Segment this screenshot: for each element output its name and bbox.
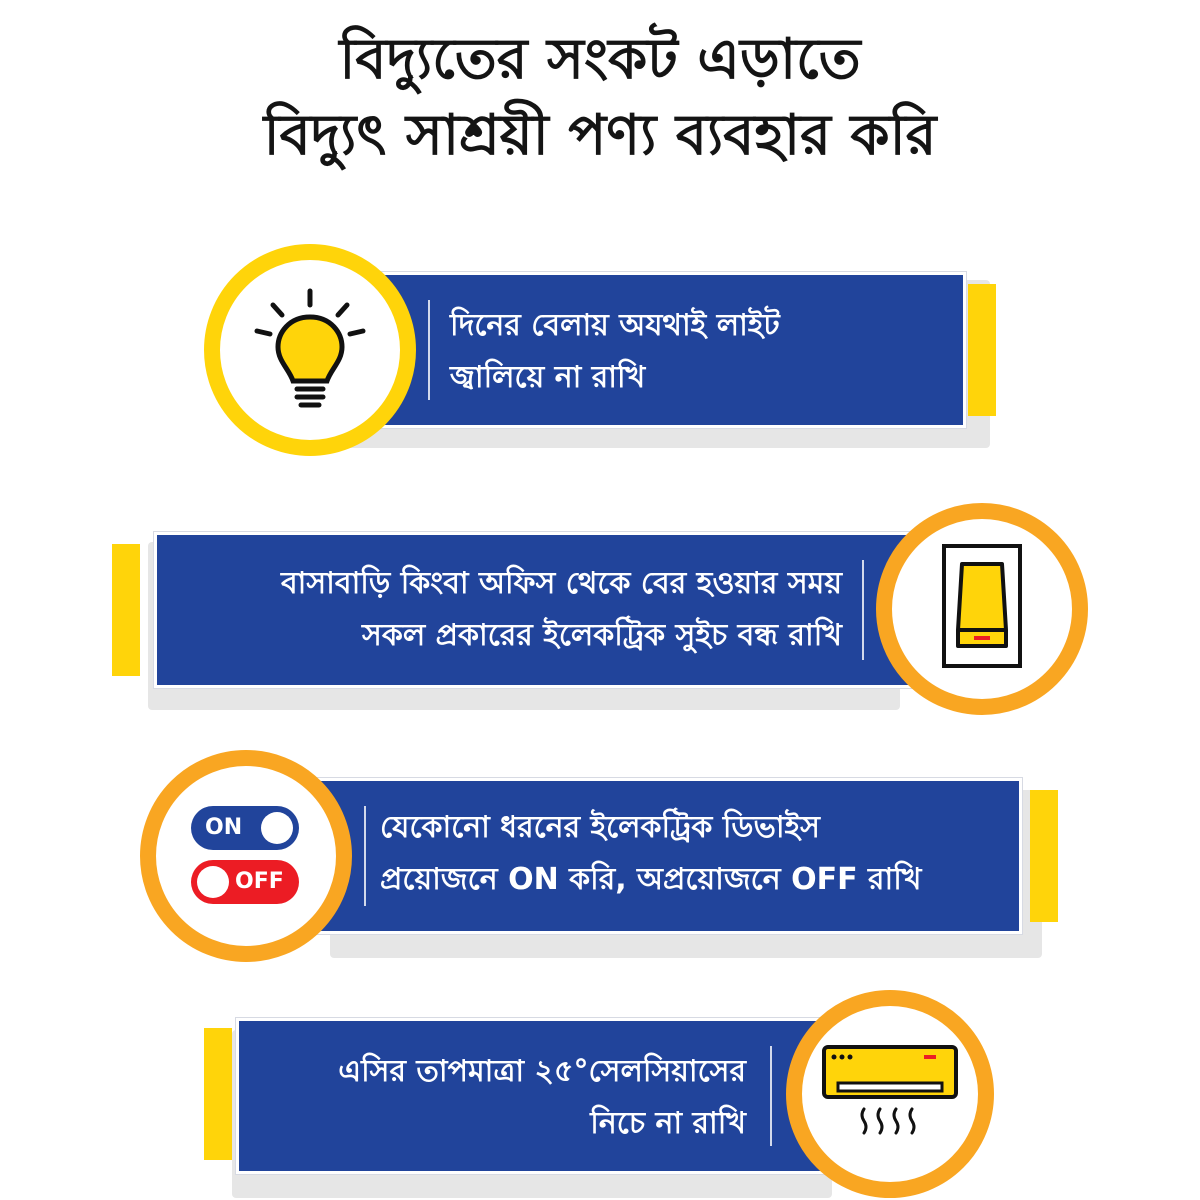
on-toggle — [191, 806, 299, 850]
on-off-toggle-icon — [191, 806, 301, 906]
tip-line-1: যেকোনো ধরনের ইলেকট্রিক ডিভাইস — [380, 810, 820, 845]
page-title — [0, 22, 1200, 174]
icon-circle — [204, 244, 416, 456]
tip-line-1: এসির তাপমাত্রা ২৫°সেলসিয়াসের — [338, 1054, 746, 1089]
banner-accent — [968, 284, 996, 416]
tip-line-2: প্রয়োজনে ON করি, অপ্রয়োজনে OFF রাখি — [380, 862, 922, 897]
icon-circle — [876, 503, 1088, 715]
banner-accent — [204, 1028, 232, 1160]
tip-line-2: নিচে না রাখি — [590, 1106, 746, 1141]
on-label: ON — [205, 815, 243, 840]
tip-text — [450, 300, 780, 404]
off-label: OFF — [235, 869, 284, 894]
banner-divider — [770, 1046, 772, 1146]
light-bulb-icon — [245, 283, 375, 417]
tip-line-1: দিনের বেলায় অযথাই লাইট — [450, 308, 780, 343]
off-toggle-knob — [197, 866, 229, 898]
off-toggle — [191, 860, 299, 904]
air-conditioner-icon — [820, 1037, 960, 1151]
tip-text — [170, 558, 842, 662]
icon-circle — [786, 990, 994, 1198]
banner-divider — [364, 806, 366, 906]
tip-text — [380, 802, 922, 906]
on-toggle-knob — [261, 812, 293, 844]
tip-line-1: বাসাবাড়ি কিংবা অফিস থেকে বের হওয়ার সময় — [280, 566, 842, 601]
tip-line-2: জ্বালিয়ে না রাখি — [450, 360, 646, 395]
wall-switch-icon — [932, 542, 1032, 676]
icon-circle — [140, 750, 352, 962]
title-line-1: বিদ্যুতের সংকট এড়াতে — [339, 27, 861, 92]
title-line-2: বিদ্যুৎ সাশ্রয়ী পণ্য ব্যবহার করি — [263, 103, 937, 168]
tip-line-2: সকল প্রকারের ইলেকট্রিক সুইচ বন্ধ রাখি — [362, 618, 842, 653]
banner-divider — [862, 560, 864, 660]
banner-accent — [112, 544, 140, 676]
tip-text — [252, 1046, 746, 1150]
banner-accent — [1030, 790, 1058, 922]
banner-divider — [428, 300, 430, 400]
